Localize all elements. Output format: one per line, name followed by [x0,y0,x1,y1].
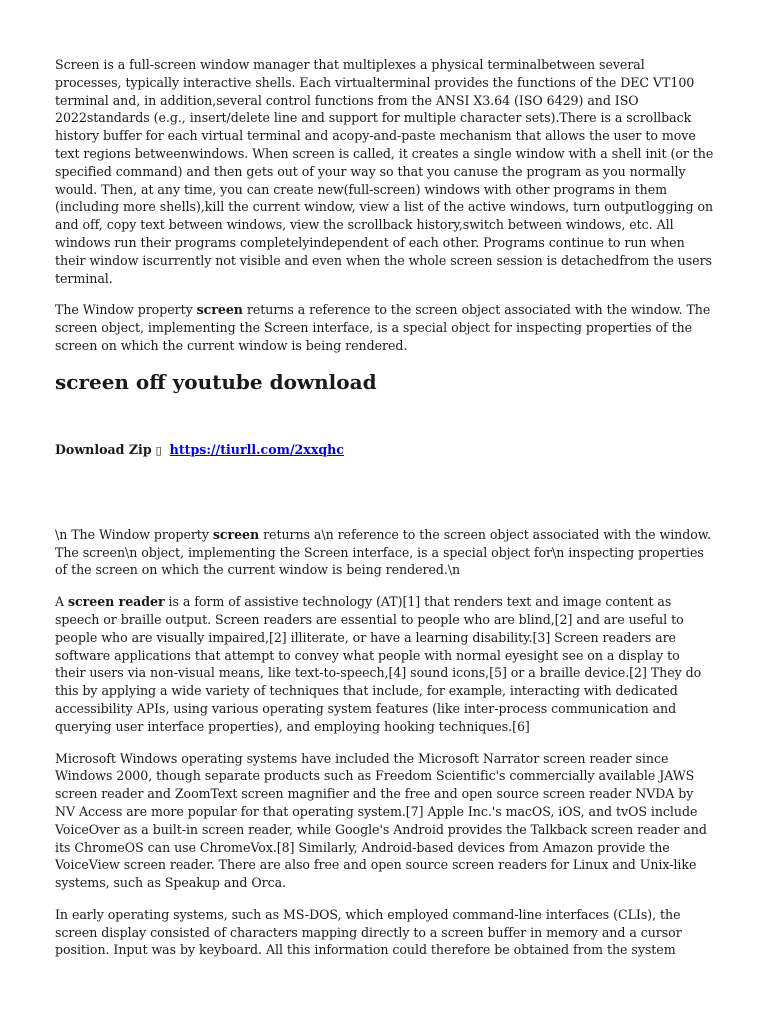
paragraph-screen-description: Screen is a full-screen window manager that multiplexes a physical terminalbetween several processes, typically interactive shells. Each virtualterminal provides the functions of the DEC VT100 terminal and, in addition,several control functions from the ANSI X3.64 (ISO 6429) and ISO 2022standards (e.g., insert/delete line and support for multiple character sets).There is a scrollback history buffer for each virtual terminal and acopy-and-paste mechanism that allows the user to move text regions betweenwindows. When screen is called, it creates a single window with a shell init (or the specified command) and then gets out of your way so that you canuse the program as you normally would. Then, at any time, you can create new(full-screen) windows with other programs in them (including more shells),kill the current window, view a list of the active windows, turn outputlogging on and off, copy text between windows, view the scrollback history,switch between windows, etc. All windows run their programs completelyindependent of each other. Programs continue to run when their window iscurrently not visible and even when the whole screen session is detachedfrom the users terminal. [55,57,714,286]
bold-term: screen [196,302,243,318]
bold-term: screen [212,526,260,542]
missing-glyph-icon: ▯ [155,443,162,457]
bold-term: screen reader [68,594,165,610]
text-run: The Window property [55,302,197,318]
page-heading: screen off youtube download [55,369,377,394]
text-run: is a form of assistive technology (AT)[1] that renders text and image content as speech or braille output. Screen readers are essential to people who are blind,[2] and are useful to people who are visually impaired,[2] illiterate, or have a learning disability.[3] Screen readers are software applications that attempt to convey what people with normal eyesight see on a display to their users via non-visual means, like text-to-speech,[4] sound icons,[5] or a braille device.[2] They do this by applying a wide variety of techniques that include, for example, interacting with dedicated accessibility APIs, using various operating system features (like inter-process communication and querying user interface properties), and employing hooking techniques.[6] [55,594,702,734]
text-run: A [55,594,68,610]
text-run: \n The Window property [55,526,213,542]
text-run: returns a reference to the screen object associated with the window. The screen object, implementing the Screen interface, is a special object for inspecting properties of the screen on which the current window is being rendered. [55,302,711,353]
text-run: returns a\n reference to the screen object associated with the window. The screen\n object, implementing the Screen interface, is a special object for\n inspecting properties of the screen on which the current window is being rendered.\n [55,526,711,578]
download-label: Download Zip [55,441,152,457]
paragraph-screen-reader [55,593,714,735]
paragraph-windows-screen-readers: Microsoft Windows operating systems have included the Microsoft Narrator screen reader since Windows 2000, though separate products such as Freedom Scientific's commercially available JAWS screen reader and ZoomText screen magnifier and the free and open source screen reader NVDA by NV Access are more popular for that operating system.[7] Apple Inc.'s macOS, iOS, and tvOS include VoiceOver as a built-in screen reader, while Google's Android provides the Talkback screen reader and its ChromeOS can use ChromeVox.[8] Similarly, Android-based devices from Amazon provide the VoiceView screen reader. There are also free and open source screen readers for Linux and Unix-like systems, such as Speakup and Orca. [55,750,707,891]
download-line [55,441,714,460]
download-link[interactable]: https://tiurll.com/2xxqhc [169,441,344,457]
paragraph-window-property [55,301,714,354]
paragraph-early-operating-systems: In early operating systems, such as MS-DOS, which employed command-line interfaces (CLIs), the screen display consisted of characters mapping directly to a screen buffer in memory and a cursor position. Input was by keyboard. All this information could therefore be obtained from the system [55,906,682,958]
paragraph-window-property-escaped [55,526,714,579]
